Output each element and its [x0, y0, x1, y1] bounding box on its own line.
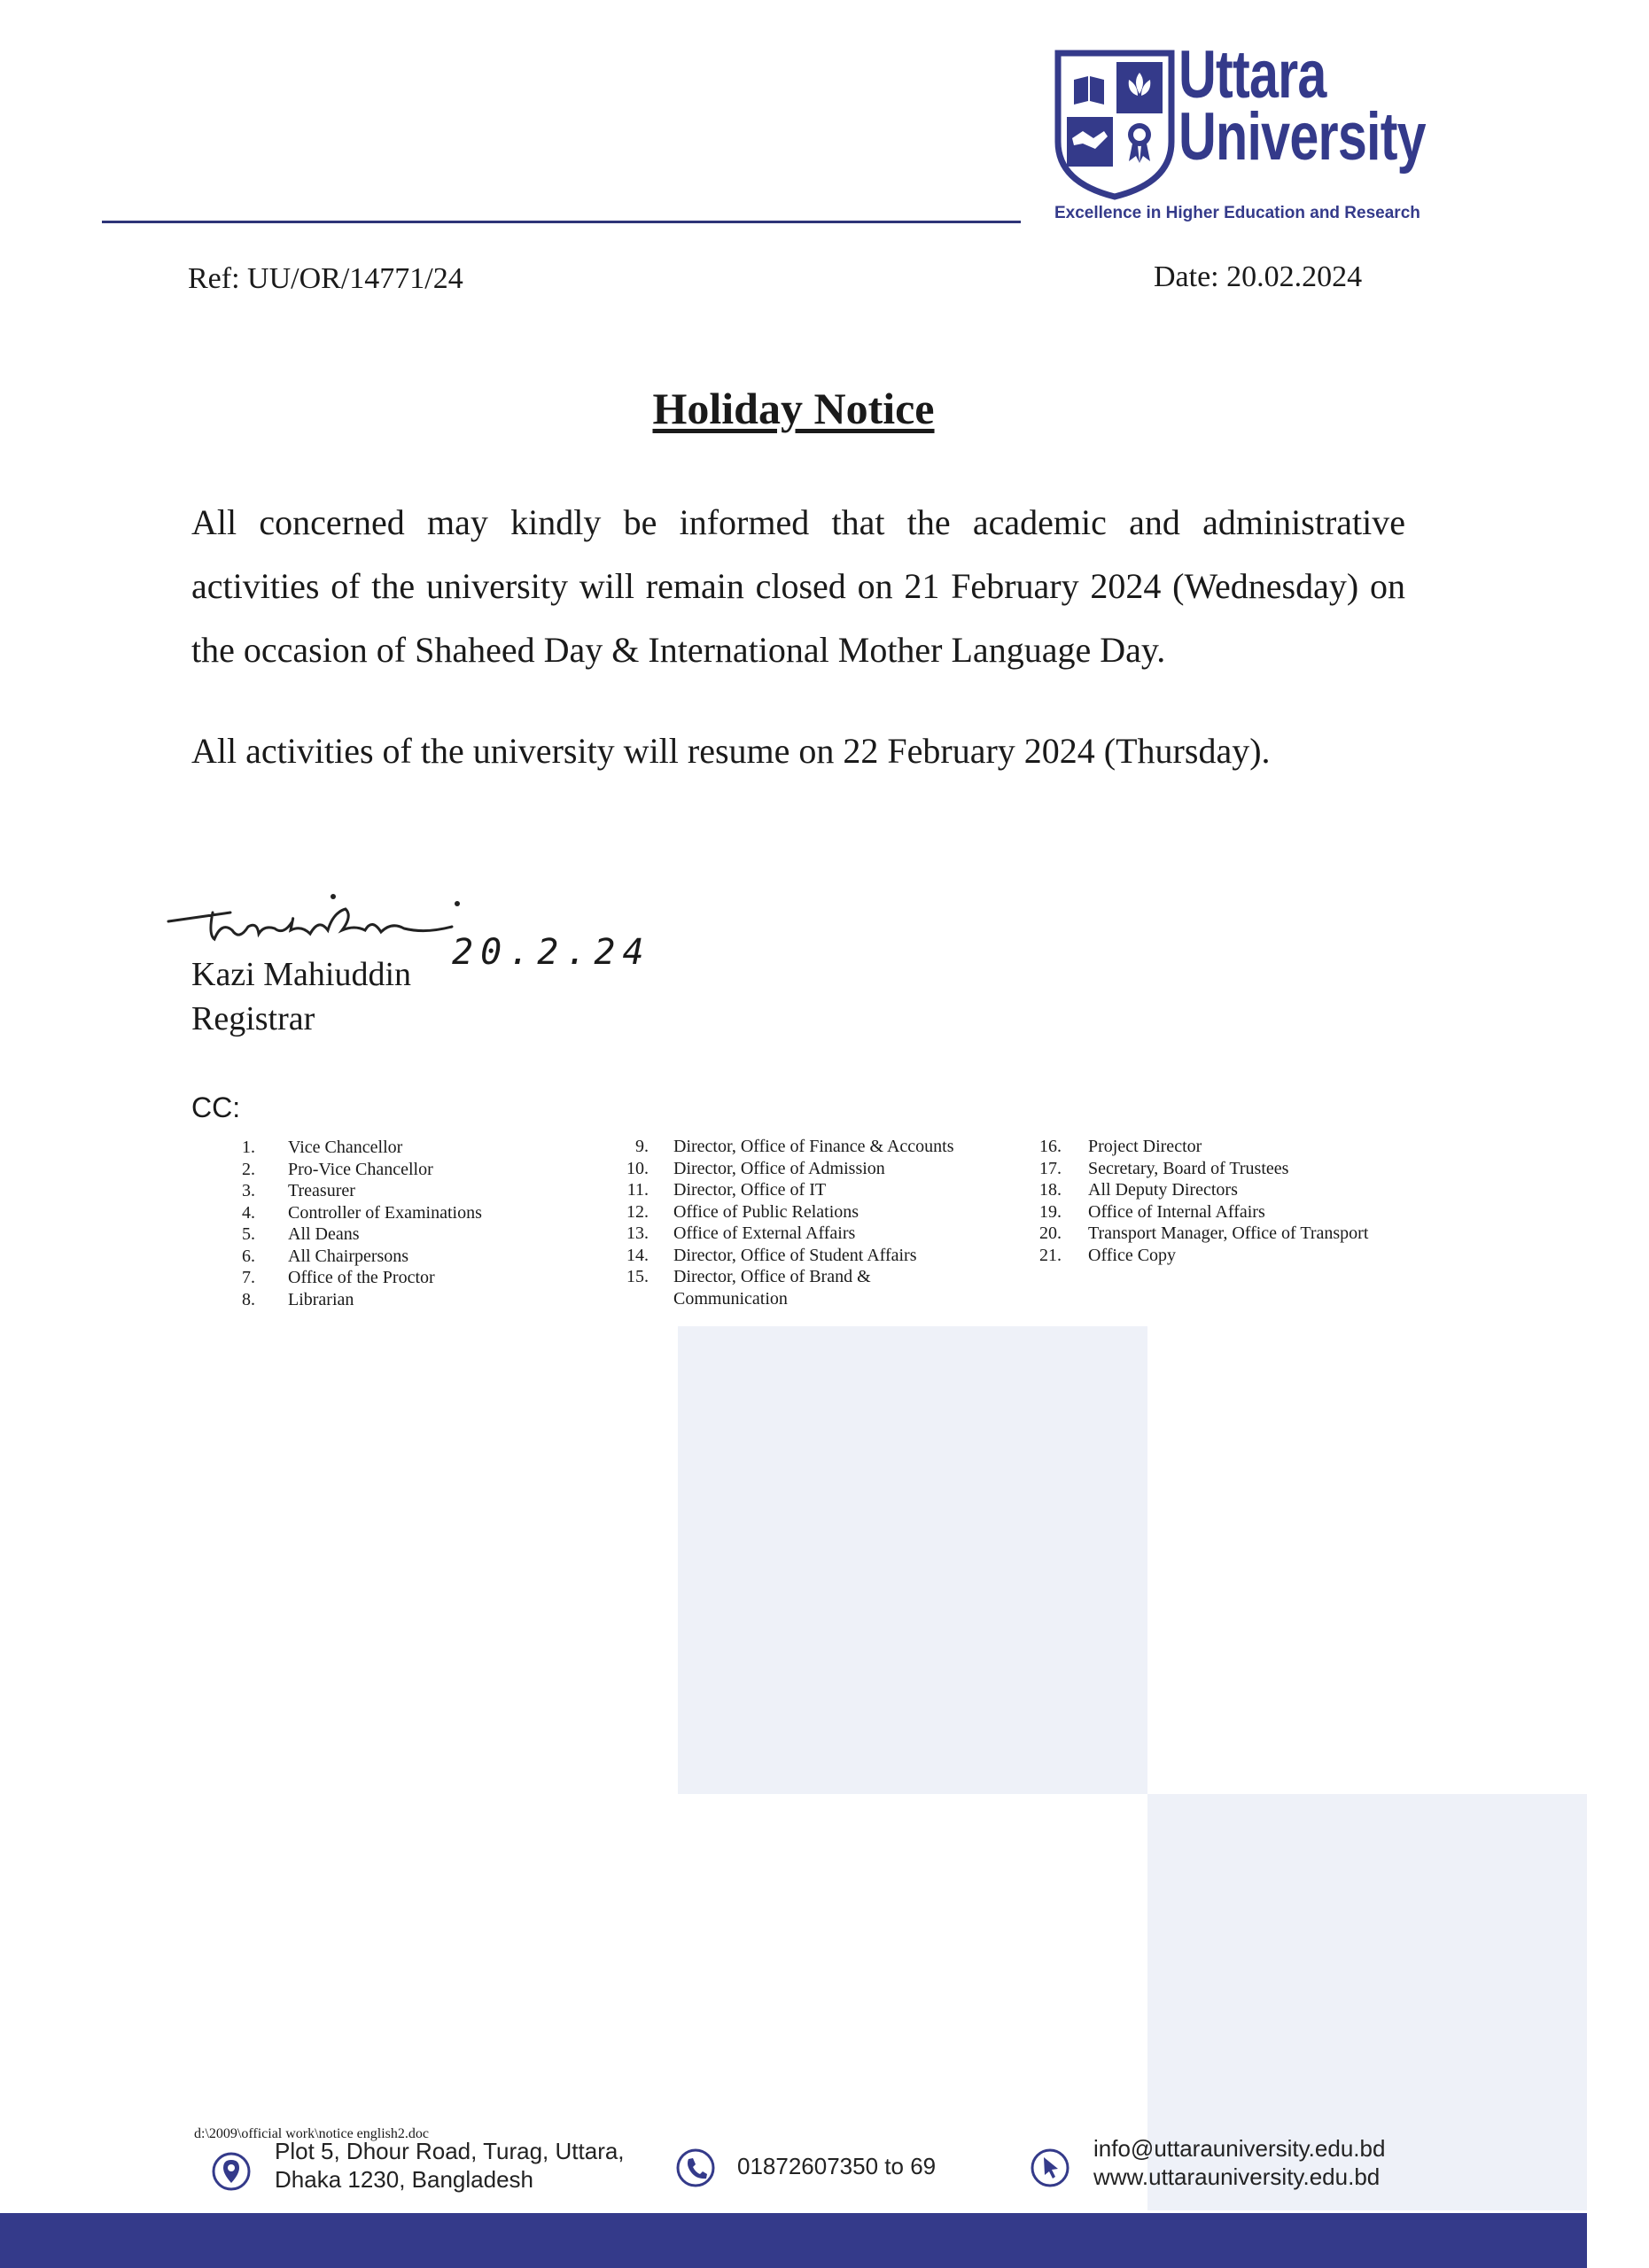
cc-item-text: Director, Office of Admission: [673, 1158, 885, 1178]
university-name-line2: University: [1178, 99, 1426, 175]
file-path: d:\2009\official work\notice english2.doc: [194, 2126, 429, 2141]
cc-list-item: [1028, 1179, 1400, 1201]
notice-paragraph-2: All activities of the university will resume on 22 February 2024 (Thursday).: [191, 731, 1271, 771]
cc-item-number: 12.: [626, 1201, 649, 1222]
cc-item-number: 16.: [1039, 1137, 1062, 1156]
signature-icon: [159, 886, 496, 957]
page-margin: [1587, 0, 1649, 2268]
cc-item-text: Treasurer: [288, 1181, 355, 1200]
signature-date: 20.2.24: [452, 932, 651, 973]
cc-list-column-3: [1028, 1136, 1400, 1266]
cc-item-text: Director, Office of Brand &: [673, 1267, 871, 1286]
footer-email: info@uttarauniversity.edu.bd: [1093, 2135, 1386, 2162]
university-tagline: Excellence in Higher Education and Research: [1054, 204, 1420, 222]
cc-item-text: Director, Office of Student Affairs: [673, 1245, 917, 1265]
cc-list-item: [1028, 1158, 1400, 1180]
cc-item-number: 3.: [242, 1181, 255, 1200]
footer-phone: 01872607350 to 69: [737, 2153, 937, 2179]
cc-item-number: 15.: [626, 1267, 649, 1286]
cc-item-number: 10.: [626, 1158, 649, 1178]
cc-list-item: [230, 1137, 532, 1159]
cc-item-text: Office of Internal Affairs: [1088, 1201, 1265, 1222]
cc-list-item: [230, 1267, 532, 1289]
cc-item-text: Librarian: [288, 1289, 354, 1309]
cc-list-column-1: [230, 1137, 532, 1310]
cursor-icon: [1030, 2148, 1070, 2188]
crest-icon: [1054, 50, 1175, 200]
cc-item-text: Office Copy: [1088, 1245, 1177, 1265]
cc-list-column-2: [611, 1136, 1001, 1309]
cc-item-text: Director, Office of IT: [673, 1180, 827, 1200]
cc-list-item: [611, 1201, 1001, 1223]
cc-list-item: [230, 1180, 532, 1202]
footer-address-line2: Dhaka 1230, Bangladesh: [275, 2166, 534, 2193]
cc-list-item: [611, 1266, 1001, 1288]
notice-date: Date: 20.02.2024: [1154, 260, 1363, 293]
cc-list-item: [611, 1288, 1001, 1310]
cc-item-text: Director, Office of Finance & Accounts: [673, 1137, 954, 1156]
cc-item-number: 9.: [635, 1137, 649, 1156]
cc-item-text: Office of Public Relations: [673, 1201, 860, 1222]
cc-item-text: Pro-Vice Chancellor: [288, 1159, 433, 1179]
cc-list-item: [611, 1136, 1001, 1158]
cc-item-text: Vice Chancellor: [288, 1138, 403, 1157]
footer-address-line1: Plot 5, Dhour Road, Turag, Uttara,: [275, 2138, 625, 2164]
cc-item-number: 7.: [242, 1268, 255, 1287]
cc-item-number: 18.: [1039, 1180, 1062, 1200]
cc-item-number: 6.: [242, 1246, 255, 1266]
cc-item-text: Controller of Examinations: [288, 1202, 482, 1223]
cc-item-text: Office of the Proctor: [288, 1268, 435, 1287]
cc-item-text: Secretary, Board of Trustees: [1088, 1158, 1289, 1178]
signatory-name: Kazi Mahiuddin: [191, 956, 412, 993]
cc-item-text: All Deputy Directors: [1088, 1180, 1238, 1200]
footer-website: www.uttarauniversity.edu.bd: [1093, 2163, 1381, 2190]
cc-list-item: [230, 1289, 532, 1311]
cc-list-item: [1028, 1223, 1400, 1245]
cc-item-number: 1.: [242, 1138, 255, 1157]
cc-item-number: 21.: [1039, 1245, 1062, 1265]
scan-shade-panel: [678, 1326, 1147, 1794]
cc-item-text: Project Director: [1088, 1137, 1202, 1156]
cc-item-text: Communication: [673, 1288, 788, 1309]
cc-item-text: Transport Manager, Office of Transport: [1088, 1223, 1369, 1243]
cc-list-item: [611, 1223, 1001, 1245]
location-pin-icon: [211, 2151, 252, 2192]
cc-item-text: Office of External Affairs: [673, 1223, 856, 1243]
cc-item-number: 13.: [626, 1223, 649, 1243]
cc-item-number: 5.: [242, 1224, 255, 1244]
notice-paragraph-1: All concerned may kindly be informed that the academic and administrative activities of the university will remain closed on 21 February 2024 (Wednesday) on the occasion of Shaheed Day & International Mother Language Day.: [191, 502, 1405, 670]
header-rule: [102, 221, 1021, 223]
cc-item-number: 2.: [242, 1159, 255, 1179]
cc-list-item: [230, 1202, 532, 1224]
cc-list-item: [230, 1223, 532, 1246]
cc-item-text: All Deans: [288, 1224, 360, 1244]
cc-list-item: [611, 1245, 1001, 1267]
cc-item-number: 11.: [626, 1180, 649, 1200]
phone-icon: [675, 2148, 716, 2188]
cc-list-item: [611, 1158, 1001, 1180]
cc-list-item: [230, 1159, 532, 1181]
university-logo: [1054, 37, 1444, 227]
footer-bar: [0, 2213, 1587, 2268]
signatory-title: Registrar: [191, 1000, 315, 1037]
cc-list-item: [611, 1179, 1001, 1201]
cc-item-number: 14.: [626, 1245, 649, 1265]
cc-item-number: 20.: [1039, 1223, 1062, 1243]
notice-title: Holiday Notice: [652, 384, 935, 433]
cc-list-item: [1028, 1136, 1400, 1158]
cc-item-text: All Chairpersons: [288, 1246, 409, 1266]
cc-list-item: [230, 1246, 532, 1268]
cc-list-item: [1028, 1245, 1400, 1267]
cc-item-number: 19.: [1039, 1201, 1062, 1222]
cc-list-item: [1028, 1201, 1400, 1223]
reference-number: Ref: UU/OR/14771/24: [188, 262, 463, 295]
cc-label: CC:: [191, 1091, 241, 1123]
university-name-line1: Uttara: [1178, 37, 1326, 113]
cc-item-number: 4.: [242, 1202, 255, 1223]
cc-item-number: 8.: [242, 1289, 255, 1309]
cc-item-number: 17.: [1039, 1158, 1062, 1178]
